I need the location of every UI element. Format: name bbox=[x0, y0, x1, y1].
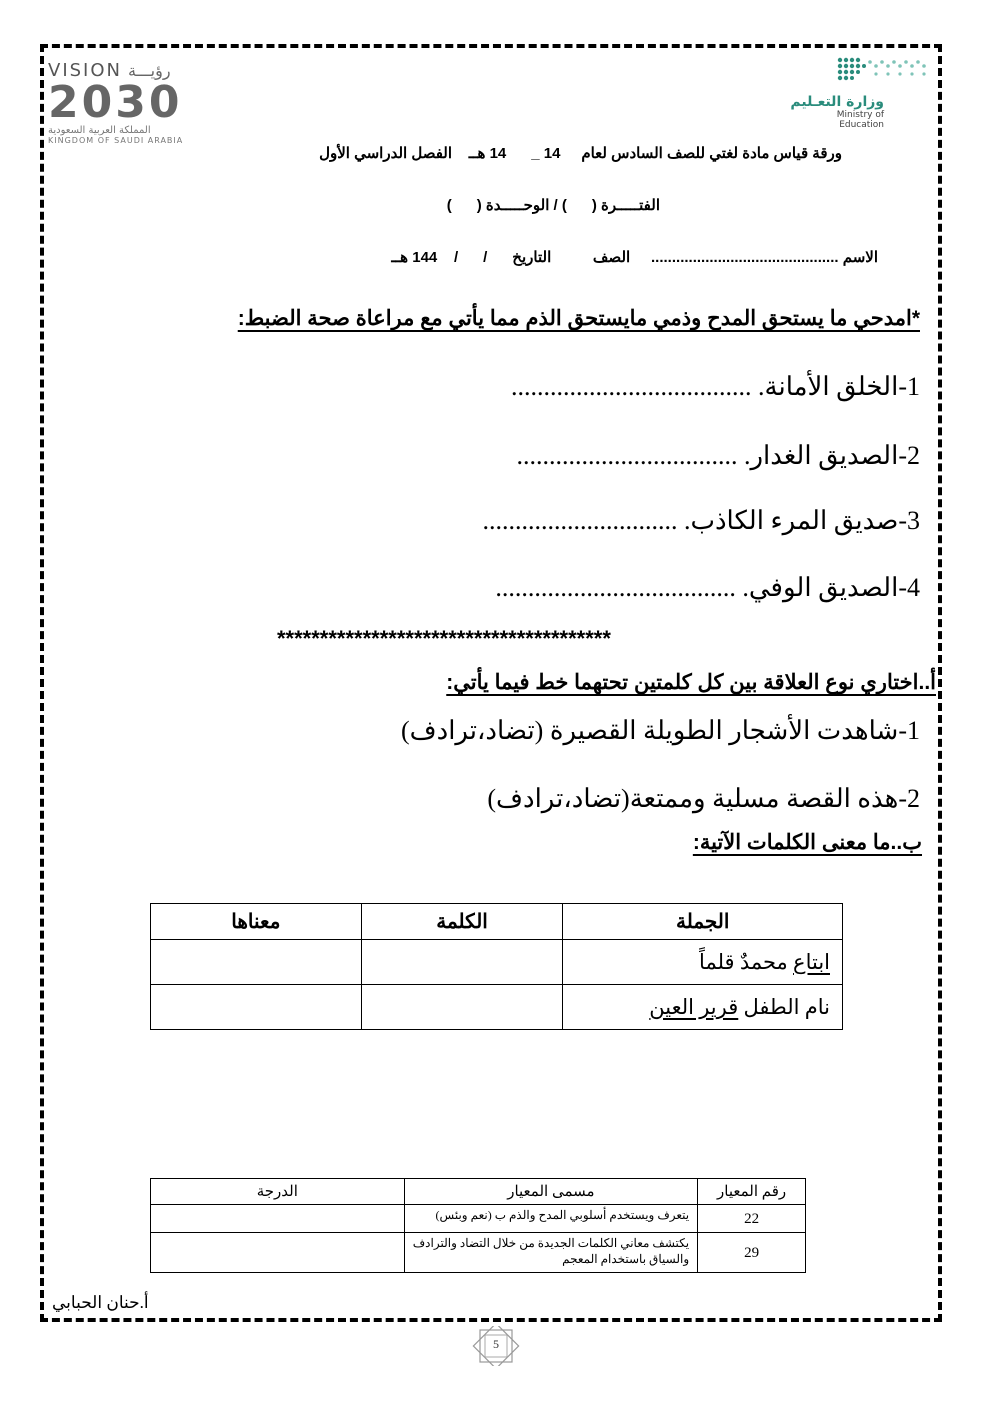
vision-kingdom-ar: المملكة العربية السعودية bbox=[48, 125, 151, 136]
vision-label-ar: رؤيـــة bbox=[128, 61, 171, 80]
criteria-number-1: 22 bbox=[698, 1205, 806, 1233]
q2a-heading: أ..اختاري نوع العلاقة بين كل كلمتين تحتهما خط فيما يأتي: bbox=[446, 671, 936, 694]
vocab-header-word: الكلمة bbox=[361, 904, 563, 940]
criteria-grade-2[interactable] bbox=[151, 1233, 405, 1273]
separator-stars: *************************************** bbox=[277, 626, 611, 651]
q2a-item-2: 2-هذه القصة مسلية وممتعة(تضاد،ترادف) bbox=[487, 784, 920, 813]
criteria-header-number: رقم المعيار bbox=[698, 1179, 806, 1205]
vocab-meaning-cell-2[interactable] bbox=[151, 985, 362, 1030]
criteria-number-2: 29 bbox=[698, 1233, 806, 1273]
vocab-sentence-1 bbox=[563, 940, 843, 985]
vision-label: VISION bbox=[48, 60, 122, 81]
vocab-table bbox=[150, 903, 843, 1030]
worksheet-title: ورقة قياس مادة لغتي للصف السادس لعام 14 _ 14 هــ الفصل الدراسي الأول bbox=[319, 145, 842, 162]
vision-kingdom-en: KINGDOM OF SAUDI ARABIA bbox=[48, 136, 184, 145]
sentence-prefix: نام الطفل bbox=[738, 994, 830, 1019]
criteria-header-name: مسمى المعيار bbox=[404, 1179, 698, 1205]
ministry-name-ar: وزارة التعـليم bbox=[790, 94, 884, 110]
vocab-header-meaning: معناها bbox=[151, 904, 362, 940]
vocab-header-sentence: الجملة bbox=[563, 904, 843, 940]
q2a-item-1: 1-شاهدت الأشجار الطويلة القصيرة (تضاد،ترادف) bbox=[401, 716, 920, 745]
ministry-logo bbox=[790, 56, 940, 130]
underlined-word: ابتاع bbox=[793, 949, 830, 974]
q1-item-1: 1-الخلق الأمانة. ..................................... bbox=[511, 372, 920, 401]
vocab-word-cell-1[interactable] bbox=[361, 940, 563, 985]
period-unit-line: الفتـــــرة ( ) / الوحـــــدة ( ) bbox=[446, 197, 660, 214]
q1-heading: *امدحي ما يستحق المدح وذمي مايستحق الذم مما يأتي مع مراعاة صحة الضبط: bbox=[237, 307, 920, 330]
vocab-meaning-cell-1[interactable] bbox=[151, 940, 362, 985]
table-row bbox=[151, 940, 843, 985]
page-number: 5 bbox=[493, 1337, 499, 1351]
vocab-header-row bbox=[151, 904, 843, 940]
ministry-dots-icon bbox=[836, 56, 932, 84]
criteria-table bbox=[150, 1178, 806, 1273]
q1-item-3: 3-صديق المرء الكاذب. .............................. bbox=[482, 506, 920, 535]
student-info-line: الاسم ............................................. الصف التاريخ / / 144 هــ bbox=[391, 249, 878, 266]
q1-item-2: 2-الصديق الغدار. .................................. bbox=[516, 441, 920, 470]
page-number-badge bbox=[472, 1326, 520, 1366]
author-name: أ.حنان الحبابي bbox=[52, 1293, 149, 1312]
criteria-header-row bbox=[151, 1179, 806, 1205]
table-row bbox=[151, 1233, 806, 1273]
vision-2030-logo bbox=[48, 60, 208, 146]
sentence-rest: محمدٌ قلماً bbox=[699, 949, 794, 974]
vision-year: 2030 bbox=[48, 77, 183, 128]
criteria-desc-2: يكتشف معاني الكلمات الجديدة من خلال التضاد والترادف والسياق باستخدام المعجم bbox=[404, 1233, 698, 1273]
vocab-word-cell-2[interactable] bbox=[361, 985, 563, 1030]
criteria-grade-1[interactable] bbox=[151, 1205, 405, 1233]
q2b-heading: ب..ما معنى الكلمات الآتية: bbox=[692, 831, 922, 854]
table-row bbox=[151, 1205, 806, 1233]
criteria-header-grade: الدرجة bbox=[151, 1179, 405, 1205]
underlined-word: قرير العين bbox=[649, 994, 739, 1019]
table-row bbox=[151, 985, 843, 1030]
vocab-sentence-2 bbox=[563, 985, 843, 1030]
criteria-desc-1: يتعرف ويستخدم أسلوبي المدح والذم ب (نعم وبئس) bbox=[404, 1205, 698, 1233]
ministry-name-en: Ministry of Education bbox=[836, 110, 884, 130]
q1-item-4: 4-الصديق الوفي. ..................................... bbox=[495, 573, 920, 602]
